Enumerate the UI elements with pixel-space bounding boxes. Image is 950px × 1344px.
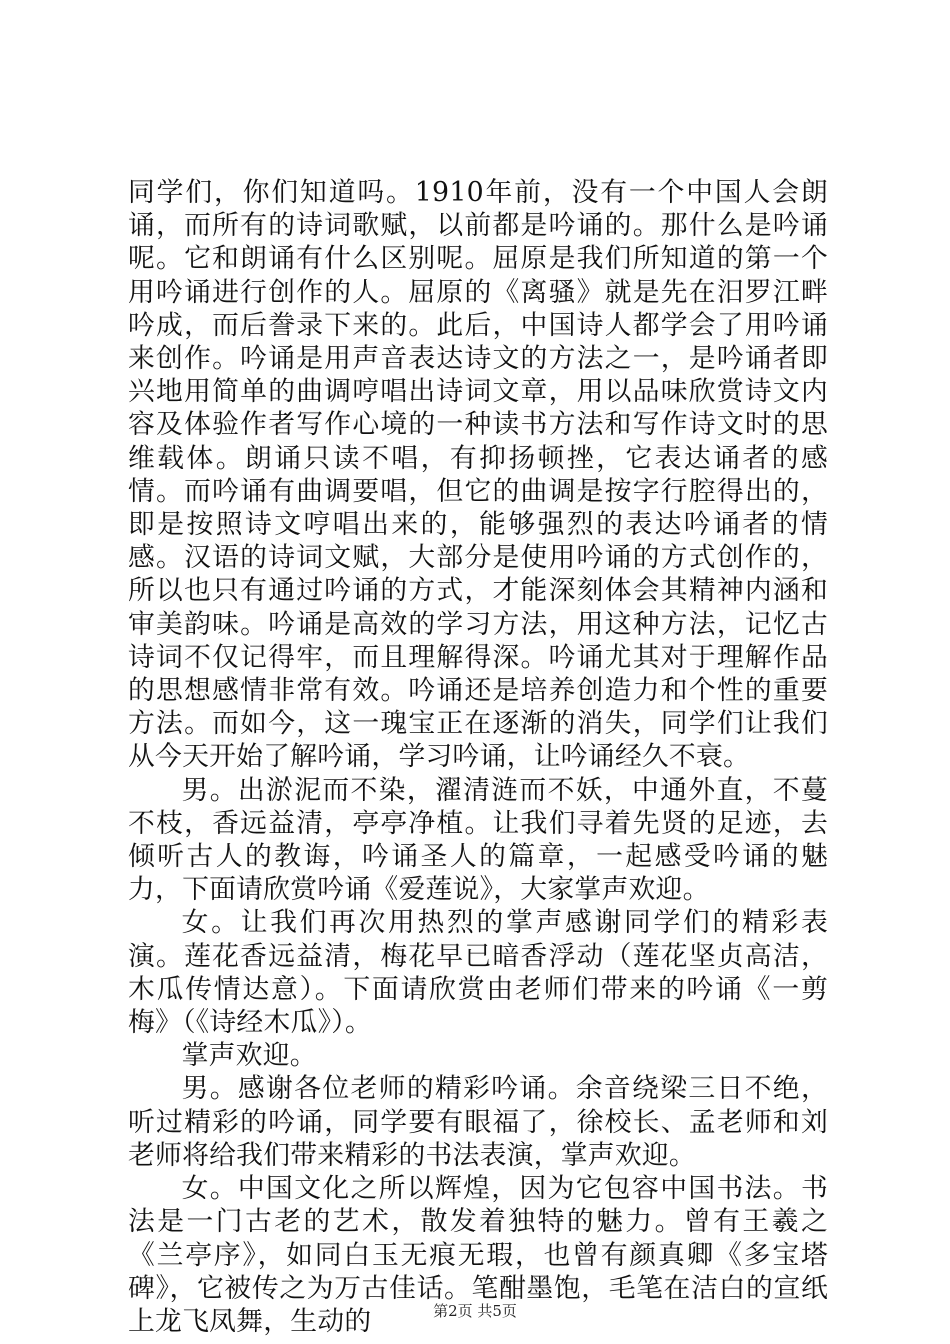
paragraph-intro: 同学们，你们知道吗。1910年前，没有一个中国人会朗诵，而所有的诗词歌赋，以前都是吟诵的。那什么是吟诵呢。它和朗诵有什么区别呢。屈原是我们所知道的第一个用吟诵进行创作的人。屈原的《离骚》就是先在汨罗江畔吟成，而后誊录下来的。此后，中国诗人都学会了用吟诵来创作。吟诵是用声音表达诗文的方法之一，是吟诵者即兴地用简单的曲调哼唱出诗词文章，用以品味欣赏诗文内容及体验作者写作心境的一种读书方法和写作诗文时的思维载体。朗诵只读不唱，有抑扬顿挫，它表达诵者的感情。而吟诵有曲调要唱，但它的曲调是按字行腔得出的，即是按照诗文哼唱出来的，能够强烈的表达吟诵者的情感。汉语的诗词文赋，大部分是使用吟诵的方式创作的，所以也只有通过吟诵的方式，才能深刻体会其精神内涵和审美韵味。吟诵是高效的学习方法，用这种方法，记忆古诗词不仅记得牢，而且理解得深。吟诵尤其对于理解作品的思想感情非常有效。吟诵还是培养创造力和个性的重要方法。而如今，这一瑰宝正在逐渐的消失，同学们让我们从今天开始了解吟诵，学习吟诵，让吟诵经久不衰。 (128, 177, 828, 773)
body-text (128, 176, 828, 1338)
paragraph-male-ailianshuo: 男。出淤泥而不染，濯清涟而不妖，中通外直，不蔓不枝，香远益清，亭亭净植。让我们寻着先贤的足迹，去倾听古人的教诲，吟诵圣人的篇章，一起感受吟诵的魅力，下面请欣赏吟诵《爱莲说》，大家掌声欢迎。 (128, 774, 828, 906)
page-number: 第2页 共5页 (433, 1302, 517, 1320)
paragraph-applause: 掌声欢迎。 (181, 1040, 317, 1072)
paragraph-male-calligraphy: 男。感谢各位老师的精彩吟诵。余音绕梁三日不绝，听过精彩的吟诵，同学要有眼福了，徐校长、孟老师和刘老师将给我们带来精彩的书法表演，掌声欢迎。 (128, 1073, 828, 1171)
paragraph-female-yijianmei: 女。让我们再次用热烈的掌声感谢同学们的精彩表演。莲花香远益清，梅花早已暗香浮动（莲花坚贞高洁，木瓜传情达意）。下面请欣赏由老师们带来的吟诵《一剪梅》（《诗经木瓜》）。 (128, 907, 828, 1039)
paragraph-female-calligraphy: 女。中国文化之所以辉煌，因为它包容中国书法。书法是一门古老的艺术，散发着独特的魅力。曾有王羲之《兰亭序》，如同白玉无痕无瑕，也曾有颜真卿《多宝塔碑》，它被传之为万古佳话。笔酣墨饱，毛笔在洁白的宣纸上龙飞凤舞，生动的 (128, 1173, 828, 1337)
